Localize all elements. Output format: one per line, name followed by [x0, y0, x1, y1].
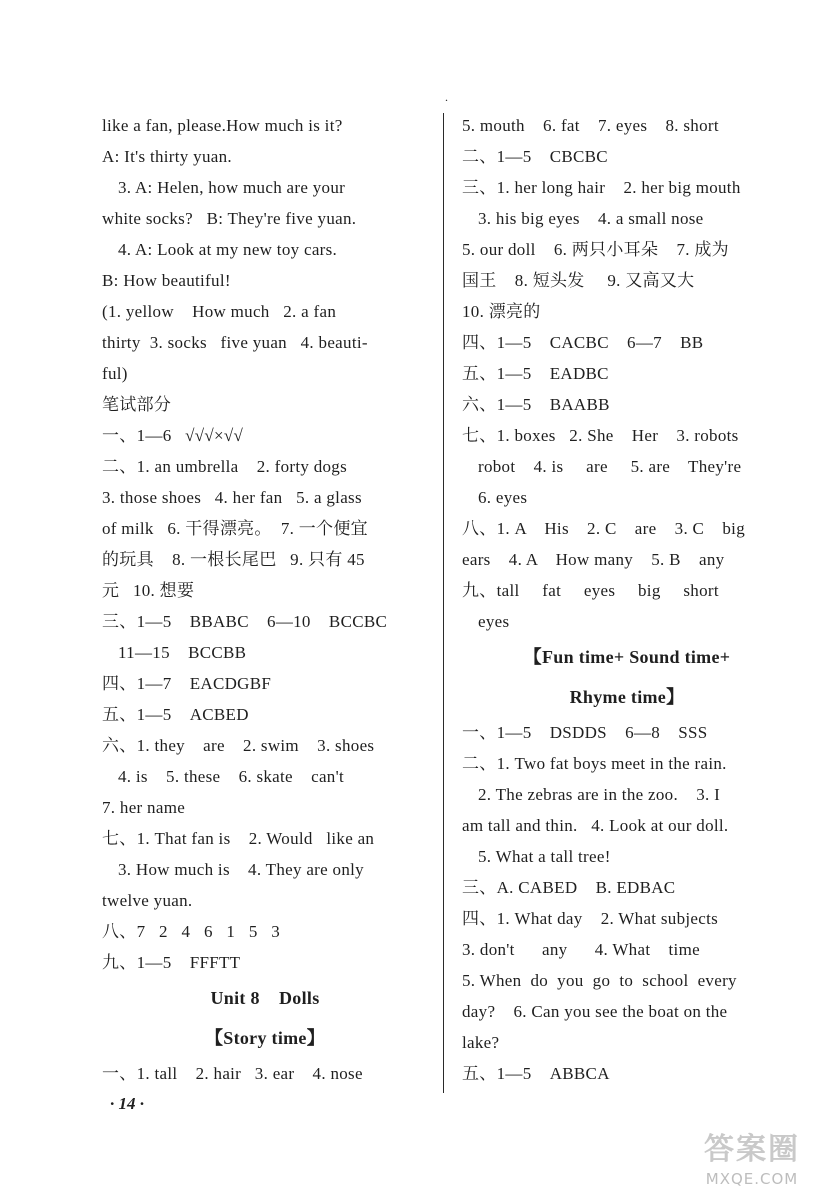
answer-line: 3. his big eyes 4. a small nose [478, 209, 704, 228]
answer-line: 3. A: Helen, how much are your [118, 178, 346, 197]
answer-line: am tall and thin. 4. Look at our doll. [462, 816, 729, 835]
answer-line: 七、1. boxes 2. She Her 3. robots [462, 426, 739, 445]
answer-line: 3. those shoes 4. her fan 5. a glass [102, 488, 362, 507]
answer-line: like a fan, please.How much is it? [102, 116, 343, 135]
answer-line: 元 10. 想要 [102, 581, 195, 600]
answer-line: 三、A. CABED B. EDBAC [462, 878, 676, 897]
watermark [696, 1130, 808, 1192]
page-number: · 14 · [110, 1094, 144, 1113]
unit-heading: Unit 8 Dolls [210, 988, 320, 1008]
answer-line: 九、tall fat eyes big short [462, 581, 719, 600]
answer-line: 7. her name [102, 798, 186, 817]
answer-line: 三、1. her long hair 2. her big mouth [462, 178, 741, 197]
answer-line: 国王 8. 短头发 9. 又高又大 [462, 271, 695, 290]
answer-line: 5. When do you go to school every [462, 971, 737, 990]
answer-line: 七、1. That fan is 2. Would like an [102, 829, 375, 848]
answer-line: 一、1—5 DSDDS 6—8 SSS [462, 723, 708, 742]
answer-line: 五、1—5 EADBC [462, 364, 609, 383]
answer-line: A: It's thirty yuan. [102, 147, 232, 166]
answer-line: 四、1—5 CACBC 6—7 BB [462, 333, 704, 352]
answer-line: 九、1—5 FFFTT [102, 953, 241, 972]
answer-line: 五、1—5 ABBCA [462, 1064, 610, 1083]
answer-line: eyes [478, 612, 510, 631]
answer-line: 6. eyes [478, 488, 528, 507]
answer-line: 3. don't any 4. What time [462, 940, 700, 959]
answer-line: of milk 6. 干得漂亮。 7. 一个便宜 [102, 519, 368, 538]
answer-line: (1. yellow How much 2. a fan [102, 302, 337, 321]
answer-line: white socks? B: They're five yuan. [102, 209, 357, 228]
answer-line: 四、1—7 EACDGBF [102, 674, 272, 693]
right-column [462, 110, 792, 1089]
watermark-logo: 答案圈 [704, 1132, 800, 1167]
answer-line: 六、1—5 BAABB [462, 395, 610, 414]
column-divider [443, 113, 444, 1093]
watermark-url: MXQE.COM [705, 1170, 799, 1188]
fun-time-heading: 【Fun time+ Sound time+ [523, 647, 731, 667]
answer-line: lake? [462, 1033, 500, 1052]
rhyme-time-heading: Rhyme time】 [569, 687, 685, 707]
answer-line: 六、1. they are 2. swim 3. shoes [102, 736, 375, 755]
answer-line: 的玩具 8. 一根长尾巴 9. 只有 45 [102, 550, 365, 569]
answer-line: 二、1. an umbrella 2. forty dogs [102, 457, 348, 476]
answer-line: 八、7 2 4 6 1 5 3 [102, 922, 281, 941]
answer-line: 三、1—5 BBABC 6—10 BCCBC [102, 612, 388, 631]
answer-line: 二、1—5 CBCBC [462, 147, 608, 166]
left-column [102, 110, 428, 1089]
answer-line: 5. our doll 6. 两只小耳朵 7. 成为 [462, 240, 729, 259]
right-answer-lines-bottom [462, 717, 792, 1089]
answer-line: 四、1. What day 2. What subjects [462, 909, 719, 928]
story-time-heading: 【Story time】 [204, 1028, 326, 1048]
top-dot: . [445, 90, 448, 104]
answer-line: 二、1. Two fat boys meet in the rain. [462, 754, 727, 773]
answer-line: 5. mouth 6. fat 7. eyes 8. short [462, 116, 719, 135]
answer-line: 一、1. tall 2. hair 3. ear 4. nose [102, 1064, 363, 1083]
answer-line: 笔试部分 [102, 395, 172, 414]
answer-line: 11—15 BCCBB [118, 643, 247, 662]
left-answer-lines [102, 110, 428, 978]
answer-line: 八、1. A His 2. C are 3. C big [462, 519, 746, 538]
answer-line: ears 4. A How many 5. B any [462, 550, 725, 569]
answer-line: thirty 3. socks five yuan 4. beauti- [102, 333, 368, 352]
answer-line: 4. A: Look at my new toy cars. [118, 240, 338, 259]
answer-line: 4. is 5. these 6. skate can't [118, 767, 344, 786]
answer-line: 3. How much is 4. They are only [118, 860, 364, 879]
answer-line: 10. 漂亮的 [462, 302, 541, 321]
answer-line: 2. The zebras are in the zoo. 3. I [478, 785, 721, 804]
answer-line: ful) [102, 364, 128, 383]
answer-line: B: How beautiful! [102, 271, 231, 290]
answer-line: twelve yuan. [102, 891, 193, 910]
right-answer-lines-top [462, 110, 792, 637]
answer-line: day? 6. Can you see the boat on the [462, 1002, 728, 1021]
answer-line: robot 4. is are 5. are They're [478, 457, 742, 476]
answer-line: 五、1—5 ACBED [102, 705, 249, 724]
answer-line: 一、1—6 √√√×√√ [102, 426, 244, 445]
answer-line: 5. What a tall tree! [478, 847, 611, 866]
